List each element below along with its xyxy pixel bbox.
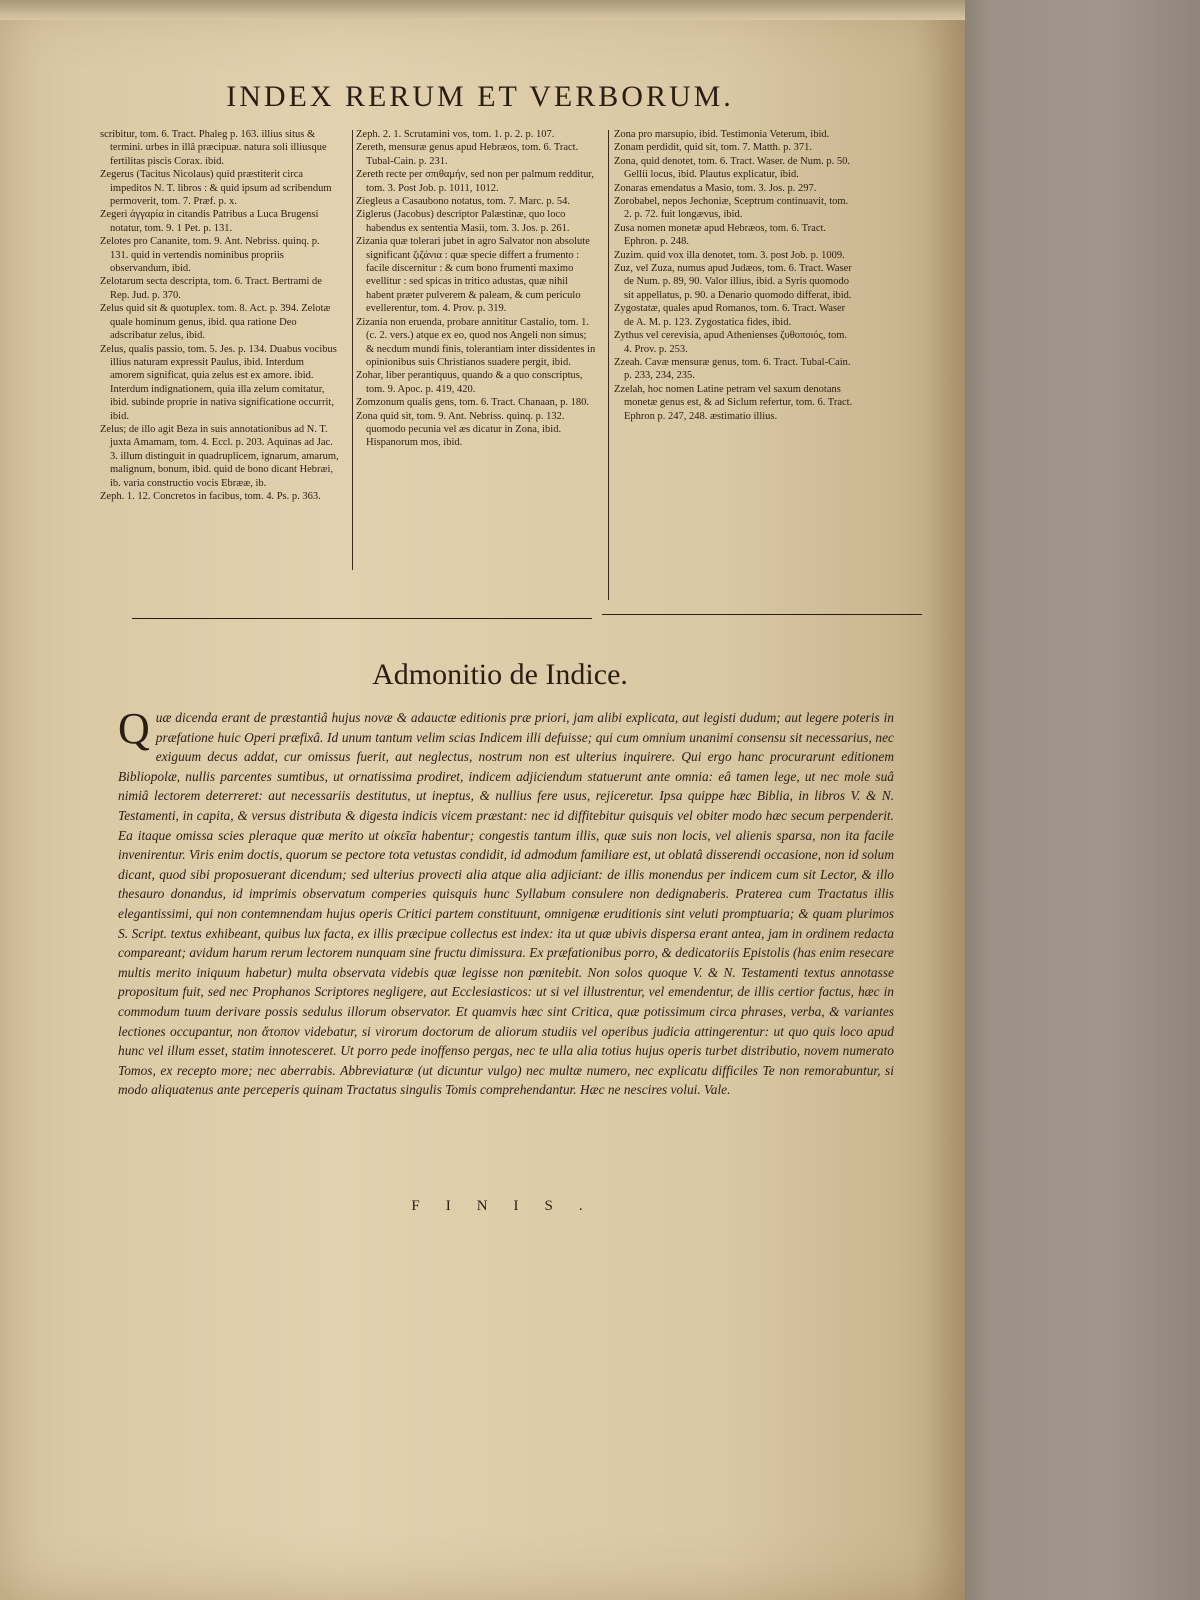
admonitio-title: Admonitio de Indice. [372, 658, 628, 691]
index-entry: Zegerus (Tacitus Nicolaus) quid præstiterit circa impeditos N. T. libros : & quid ipsum ad scribendum permoverit, tom. 7. Præf. p. x. [100, 169, 332, 208]
index-entry: Zelotarum secta descripta, tom. 6. Tract. Bertrami de Rep. Jud. p. 370. [100, 276, 322, 301]
finis: FINIS. [411, 1198, 609, 1214]
page-top-shadow [0, 0, 965, 20]
index-entry: Zereth, mensuræ genus apud Hebræos, tom. 6. Tract. Tubal-Cain. p. 231. [356, 142, 579, 167]
section-divider-left [132, 618, 592, 619]
index-entry: Zelotes pro Cananite, tom. 9. Ant. Nebriss. quinq. p. 131. quid in vertendis nominibus propriis observandum, ibid. [100, 236, 320, 275]
drop-cap: Q [118, 704, 150, 753]
index-entry: Zygostatæ, quales apud Romanos, tom. 6. Tract. Waser de A. M. p. 123. Zygostatica fides, ibid. [614, 303, 846, 328]
index-entry: Zeph. 2. 1. Scrutamini vos, tom. 1. p. 2. p. 107. [356, 129, 555, 140]
page-edge [965, 0, 1200, 1600]
index-entry: Zythus vel cerevisia, apud Athenienses ζυθοποιός, tom. 4. Prov. p. 253. [614, 330, 848, 355]
index-entry: Zelus quid sit & quotuplex. tom. 8. Act. p. 394. Zelotæ quale hominum genus, ibid. qua ratione Deo adscribatur zelus, ibid. [100, 303, 331, 342]
index-entry: Ziglerus (Jacobus) descriptor Palæstinæ, quo loco habendus ex sententia Masii, tom. 3. Jos. p. 261. [356, 209, 570, 234]
column-rule [608, 130, 609, 600]
index-entry: Zusa nomen monetæ apud Hebræos, tom. 6. Tract. Ephron. p. 248. [614, 222, 827, 248]
index-entry: Zizania quæ tolerari jubet in agro Salvator non absolute significant ζιζάνια : quæ specie differt a frumento : facile discernitur : & cum bono frumenti maximo evellitur : sed spicas in tritico adustas, quæ nihil habent præter pulverem & paleam, & cum periculo evellerentur, tom. 4. Prov. p. 319. [356, 236, 590, 315]
index-entry: Zona pro marsupio, ibid. Testimonia Veterum, ibid. [614, 129, 830, 140]
index-title: INDEX RERUM ET VERBORUM. [226, 80, 734, 113]
index-entry: Zzeah. Cavæ mensuræ genus, tom. 6. Tract. Tubal-Cain. p. 233, 234, 235. [614, 356, 851, 382]
index-entry: Zelus; de illo agit Beza in suis annotationibus ad N. T. juxta Amamam, tom. 4. Eccl. p. 203. Aquinas ad Jac. 3. illum distinguit in quadruplicem, ignarum, amarum, malignum, bonum, ibid. quid de bono dicant Hebræi, ib. varia constructio vocis Ebrææ, ib. [100, 423, 339, 489]
index-entry: Zona, quid denotet, tom. 6. Tract. Waser. de Num. p. 50. Gellii locus, ibid. Plautus explicatur, ibid. [614, 155, 851, 181]
index-entry: Zonam perdidit, quid sit, tom. 7. Matth. p. 371. [614, 142, 813, 154]
index-entry: Zeph. 1. 12. Concretos in facibus, tom. 4. Ps. p. 363. [100, 490, 321, 502]
admonitio-body [118, 704, 894, 1100]
index-entry: Zuz, vel Zuza, numus apud Judæos, tom. 6. Tract. Waser de Num. p. 89, 90. Valor illius, ibid. a Syris quomodo sit appellatus, p. 90. a Denario quomodo differat, ibid. [614, 263, 852, 301]
index-entry: scribitur, tom. 6. Tract. Phaleg p. 163. illius situs & termini. urbes in illâ præcipuæ. natura soli illiusque fertilitas piscis Corax. ibid. [100, 129, 327, 167]
index-entry: Zizania non eruenda, probare annititur Castalio, tom. 1. (c. 2. vers.) atque ex eo, quod nos Angeli non simus; & necdum mundi finis, tolerantiam inter dissidentes in opinionibus suis Christianos suadere pergit, ibid. [356, 316, 596, 368]
index-entry: Zereth recte per σπιθαμήν, sed non per palmum redditur, tom. 3. Post Job. p. 1011, 1012. [356, 169, 595, 194]
index-entry: Zomzonum qualis gens, tom. 6. Tract. Chanaan, p. 180. [356, 397, 590, 409]
admonitio-text: uæ dicenda erant de præstantiâ hujus novæ & adauctæ editionis præ priori, jam alibi explicata, aut legisti dudum; aut legere poteris in præfatione huic Operi præfixâ. Id unum tantum velim scias Indicem illi defuisse; qui cum omnium unanimi consensu sit necessarius, nec exiguum decus addat, cur omissus fuerit, aut neglectus, nostrum non est ulterius inquirere. Qui ergo hanc procurarunt editionem Bibliopolæ, nullis parcentes sumtibus, ut ornatissima prodiret, indicem adjiciendum statuerunt ante omnia: eâ tamen lege, ut nec mole suâ nimiâ lectorem deterreret: aut necessariis destitutus, ut ineptus, & nullius fere usus, rejiceretur. Ipsa quippe hæc Biblia, in libros V. & N. Testamenti, in capita, & versus distributa & digesta indicis vicem præstant: nec id diffitebitur quisquis vel obiter modo hæc secum perpenderit. Ea itaque omissa scies pleraque quæ merito ut οἰκεῖα habentur; congestis tantum illis, quæ suis non locis, vel alienis sparsa, non ita facile invenirentur. Viris enim doctis, quorum se pectore tota vetustas condidit, id admodum familiare est, ut oblatâ disserendi occasione, non id solum dicant, quod sibi proposuerant dicendum; sed ulterius provecti alia atque alia adjiciant: de illis monendus per indicem cum sit Lector, & illo thesauro donandus, id imprimis observatum comperies quisquis hunc Syllabum consulere non dedignaberis. Praterea cum Tractatus illis elegantissimi, qui non contemnendam hujus operis Critici partem constituunt, omnigenæ eruditionis sint veluti promptuaria; & quam plurimos S. Script. textus exhibeant, quibus lux facta, ex illis præcipue collectus est index: ita ut quæ ubivis dispersa erant antea, jam in ordinem redacta compareant; avidum harum rerum lectorem nunquam sine fructu dimissura. Ex præfationibus porro, & dedicatoriis Epistolis (has enim resecare multis merito iniquum habetur) multa observata videbis quæ legisse non pœnitebit. Non solos quoque V. & N. Testamenti textus annotasse propositum fuit, sed nec Prophanos Scriptores negligere, aut Ecclesiasticos: ut si vel illustrentur, vel emendentur, de illis certior factus, hæc in commodum tuum derivare possis sedulus illorum observator. Et quamvis hæc sint Critica, quæ potissimum circa phrases, verba, & variantes lectiones occupantur, non ἄτοπον videbatur, si virorum doctorum de aliorum studiis vel operibus judicia attingerentur: ut quo quis loco apud hunc vel illum esset, statim innotesceret. Ut porro pede inoffenso pergas, nec te ulla alia totius hujus operis turbet distributio, novem numerato Tomos, ex recepto more; nec aberrabis. Abbreviaturæ (ut dicuntur vulgo) nec multæ numero, nec explicatu difficiles Te non remorabuntur, si modo aliquatenus ante perceperis quinam Tractatus singulis Tomis comprehendantur. Hæc ne nescires volui. Vale. [118, 710, 894, 1098]
index-entry: Zonaras emendatus a Masio, tom. 3. Jos. p. 297. [614, 182, 817, 194]
index-entry: Zohar, liber perantiquus, quando & a quo conscriptus, tom. 9. Apoc. p. 419, 420. [356, 370, 583, 395]
index-column-3 [614, 128, 854, 423]
column-rule [352, 130, 353, 570]
index-entry: Zorobabel, nepos Jechoniæ, Sceptrum continuavit, tom. 2. p. 72. fuit longævus, ibid. [614, 196, 849, 221]
index-entry: Zona quid sit, tom. 9. Ant. Nebriss. quinq. p. 132. quomodo pecunia vel æs dicatur in Zona, ibid. Hispanorum mos, ibid. [356, 410, 565, 449]
section-divider-right [602, 614, 922, 615]
index-entry: Zzelah, hoc nomen Latine petram vel saxum denotans monetæ genus est, & ad Siclum refertur, tom. 6. Tract. Ephron p. 247, 248. æstimatio illius. [614, 383, 853, 422]
index-column-2 [356, 128, 596, 450]
index-entry: Zelus, qualis passio, tom. 5. Jes. p. 134. Duabus vocibus illius naturam expressit Paulus, ibid. Interdum amorem significat, quia zelus est ex amore. ibid. Interdum indignationem, quia illa zelum comitatur, ibid. subinde proprie in nativa significatione occurrit, ibid. [100, 343, 337, 422]
index-entry: Zuzim. quid vox illa denotet, tom. 3. post Job. p. 1009. [614, 249, 845, 261]
index-column-1 [100, 128, 340, 503]
index-entry: Ziegleus a Casaubono notatus, tom. 7. Marc. p. 54. [356, 196, 571, 208]
index-entry: Zegeri άγγαρία in citandis Patribus a Luca Brugensi notatur, tom. 9. 1 Pet. p. 131. [100, 209, 319, 234]
